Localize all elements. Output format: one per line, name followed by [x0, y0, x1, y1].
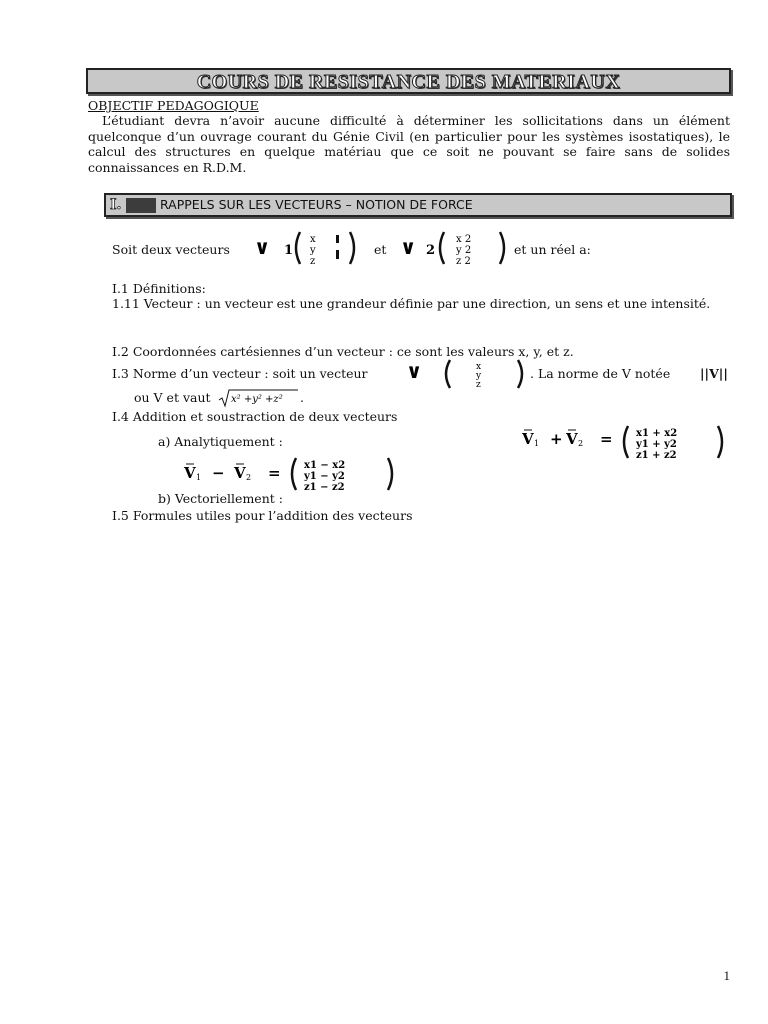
- diff-v2: V: [234, 464, 246, 482]
- right-bracket: [500, 232, 504, 264]
- diff-comp-y: y1 − y2: [304, 471, 345, 482]
- left-bracket: [440, 232, 444, 264]
- svg-text:1: 1: [196, 473, 202, 482]
- vectorially-label: b) Vectoriellement :: [158, 491, 283, 506]
- v1-index: 1: [284, 243, 294, 258]
- svg-text:−: −: [212, 464, 225, 482]
- svg-text:y: y: [476, 371, 482, 381]
- sum-formula: [520, 424, 730, 460]
- diff-comp-x: x1 − x2: [304, 460, 346, 471]
- difference-formula: [182, 456, 402, 492]
- diff-comp-z: z1 − z2: [304, 482, 345, 492]
- section-bar-decoration: [126, 198, 156, 213]
- svg-text:1: 1: [534, 439, 540, 448]
- v2-comp-z: z 2: [456, 256, 471, 267]
- v2-symbol: ∨: [400, 235, 417, 259]
- vector-v-formula: [404, 358, 528, 390]
- sum-v1: V: [522, 430, 534, 448]
- v2-index: 2: [426, 243, 436, 258]
- section-title: RAPPELS SUR LES VECTEURS – NOTION DE FORCE: [160, 197, 473, 212]
- v2-vector-formula: [396, 228, 508, 268]
- section-number: I.: [110, 197, 122, 213]
- et-text: et: [374, 242, 387, 257]
- sum-comp-y: y1 + y2: [636, 439, 677, 450]
- svg-text:=: =: [600, 430, 613, 448]
- v1-comp-y: y: [310, 245, 316, 256]
- norme-symbol: ||V||: [700, 366, 728, 381]
- ouv-text: ou V et vaut: [134, 390, 211, 405]
- sqrt-formula: [218, 388, 300, 408]
- svg-text:+: +: [550, 430, 563, 448]
- dot-text: .: [300, 390, 304, 405]
- svg-text:=: =: [268, 464, 281, 482]
- svg-text:z: z: [476, 380, 481, 390]
- v1-symbol: ∨: [254, 235, 271, 259]
- soit-text: Soit deux vecteurs: [112, 242, 230, 257]
- definitions-heading: I.1 Définitions:: [112, 281, 206, 296]
- svg-text:2: 2: [246, 473, 252, 482]
- v1-vector-formula: [250, 228, 362, 268]
- definition-vector: 1.11 Vecteur : un vecteur est une grandeur définie par une direction, un sens et une intensité.: [112, 296, 711, 311]
- right-bracket: [350, 232, 354, 264]
- sqrt-content: x² +y² +z²: [231, 394, 283, 405]
- v1-comp-x: x: [310, 234, 316, 245]
- formulas-heading: I.5 Formules utiles pour l’addition des vecteurs: [112, 508, 413, 523]
- v2-comp-x: x 2: [456, 234, 472, 245]
- addition-heading: I.4 Addition et soustraction de deux vecteurs: [112, 409, 398, 424]
- page-number: 1: [723, 968, 730, 983]
- analytically-label: a) Analytiquement :: [158, 434, 283, 449]
- v-symbol: ∨: [406, 359, 423, 383]
- objectif-heading: OBJECTIF PEDAGOGIQUE: [88, 98, 259, 113]
- v2-comp-y: y 2: [456, 245, 472, 256]
- sum-v2: V: [566, 430, 578, 448]
- norme-text: I.3 Norme d’un vecteur : soit un vecteur: [112, 366, 368, 381]
- sum-comp-z: z1 + z2: [636, 450, 677, 460]
- sum-comp-x: x1 + x2: [636, 428, 678, 439]
- objectif-paragraph: L’étudiant devra n’avoir aucune difficulté à déterminer les sollicitations dans un élément quelconque d’un ouvrage courant du Génie Civil (en particulier pour les systèmes isostatiques), le calcul des structures en quelque matériau que ce soit ne pouvant se faire sans de solides connaissances en R.D.M.: [88, 113, 730, 175]
- section-banner: [104, 193, 732, 217]
- reel-text: et un réel a:: [514, 242, 591, 257]
- svg-text:2: 2: [578, 439, 584, 448]
- diff-v1: V: [184, 464, 196, 482]
- v1-comp-z: z: [310, 256, 316, 267]
- norme-notee-text: . La norme de V notée: [530, 366, 671, 381]
- title-banner: [86, 68, 731, 94]
- left-bracket: [296, 232, 300, 264]
- svg-text:x: x: [476, 362, 482, 372]
- coordinates-text: I.2 Coordonnées cartésiennes d’un vecteur : ce sont les valeurs x, y, et z.: [112, 344, 574, 359]
- page-title: COURS DE RESISTANCE DES MATERIAUX: [196, 71, 621, 93]
